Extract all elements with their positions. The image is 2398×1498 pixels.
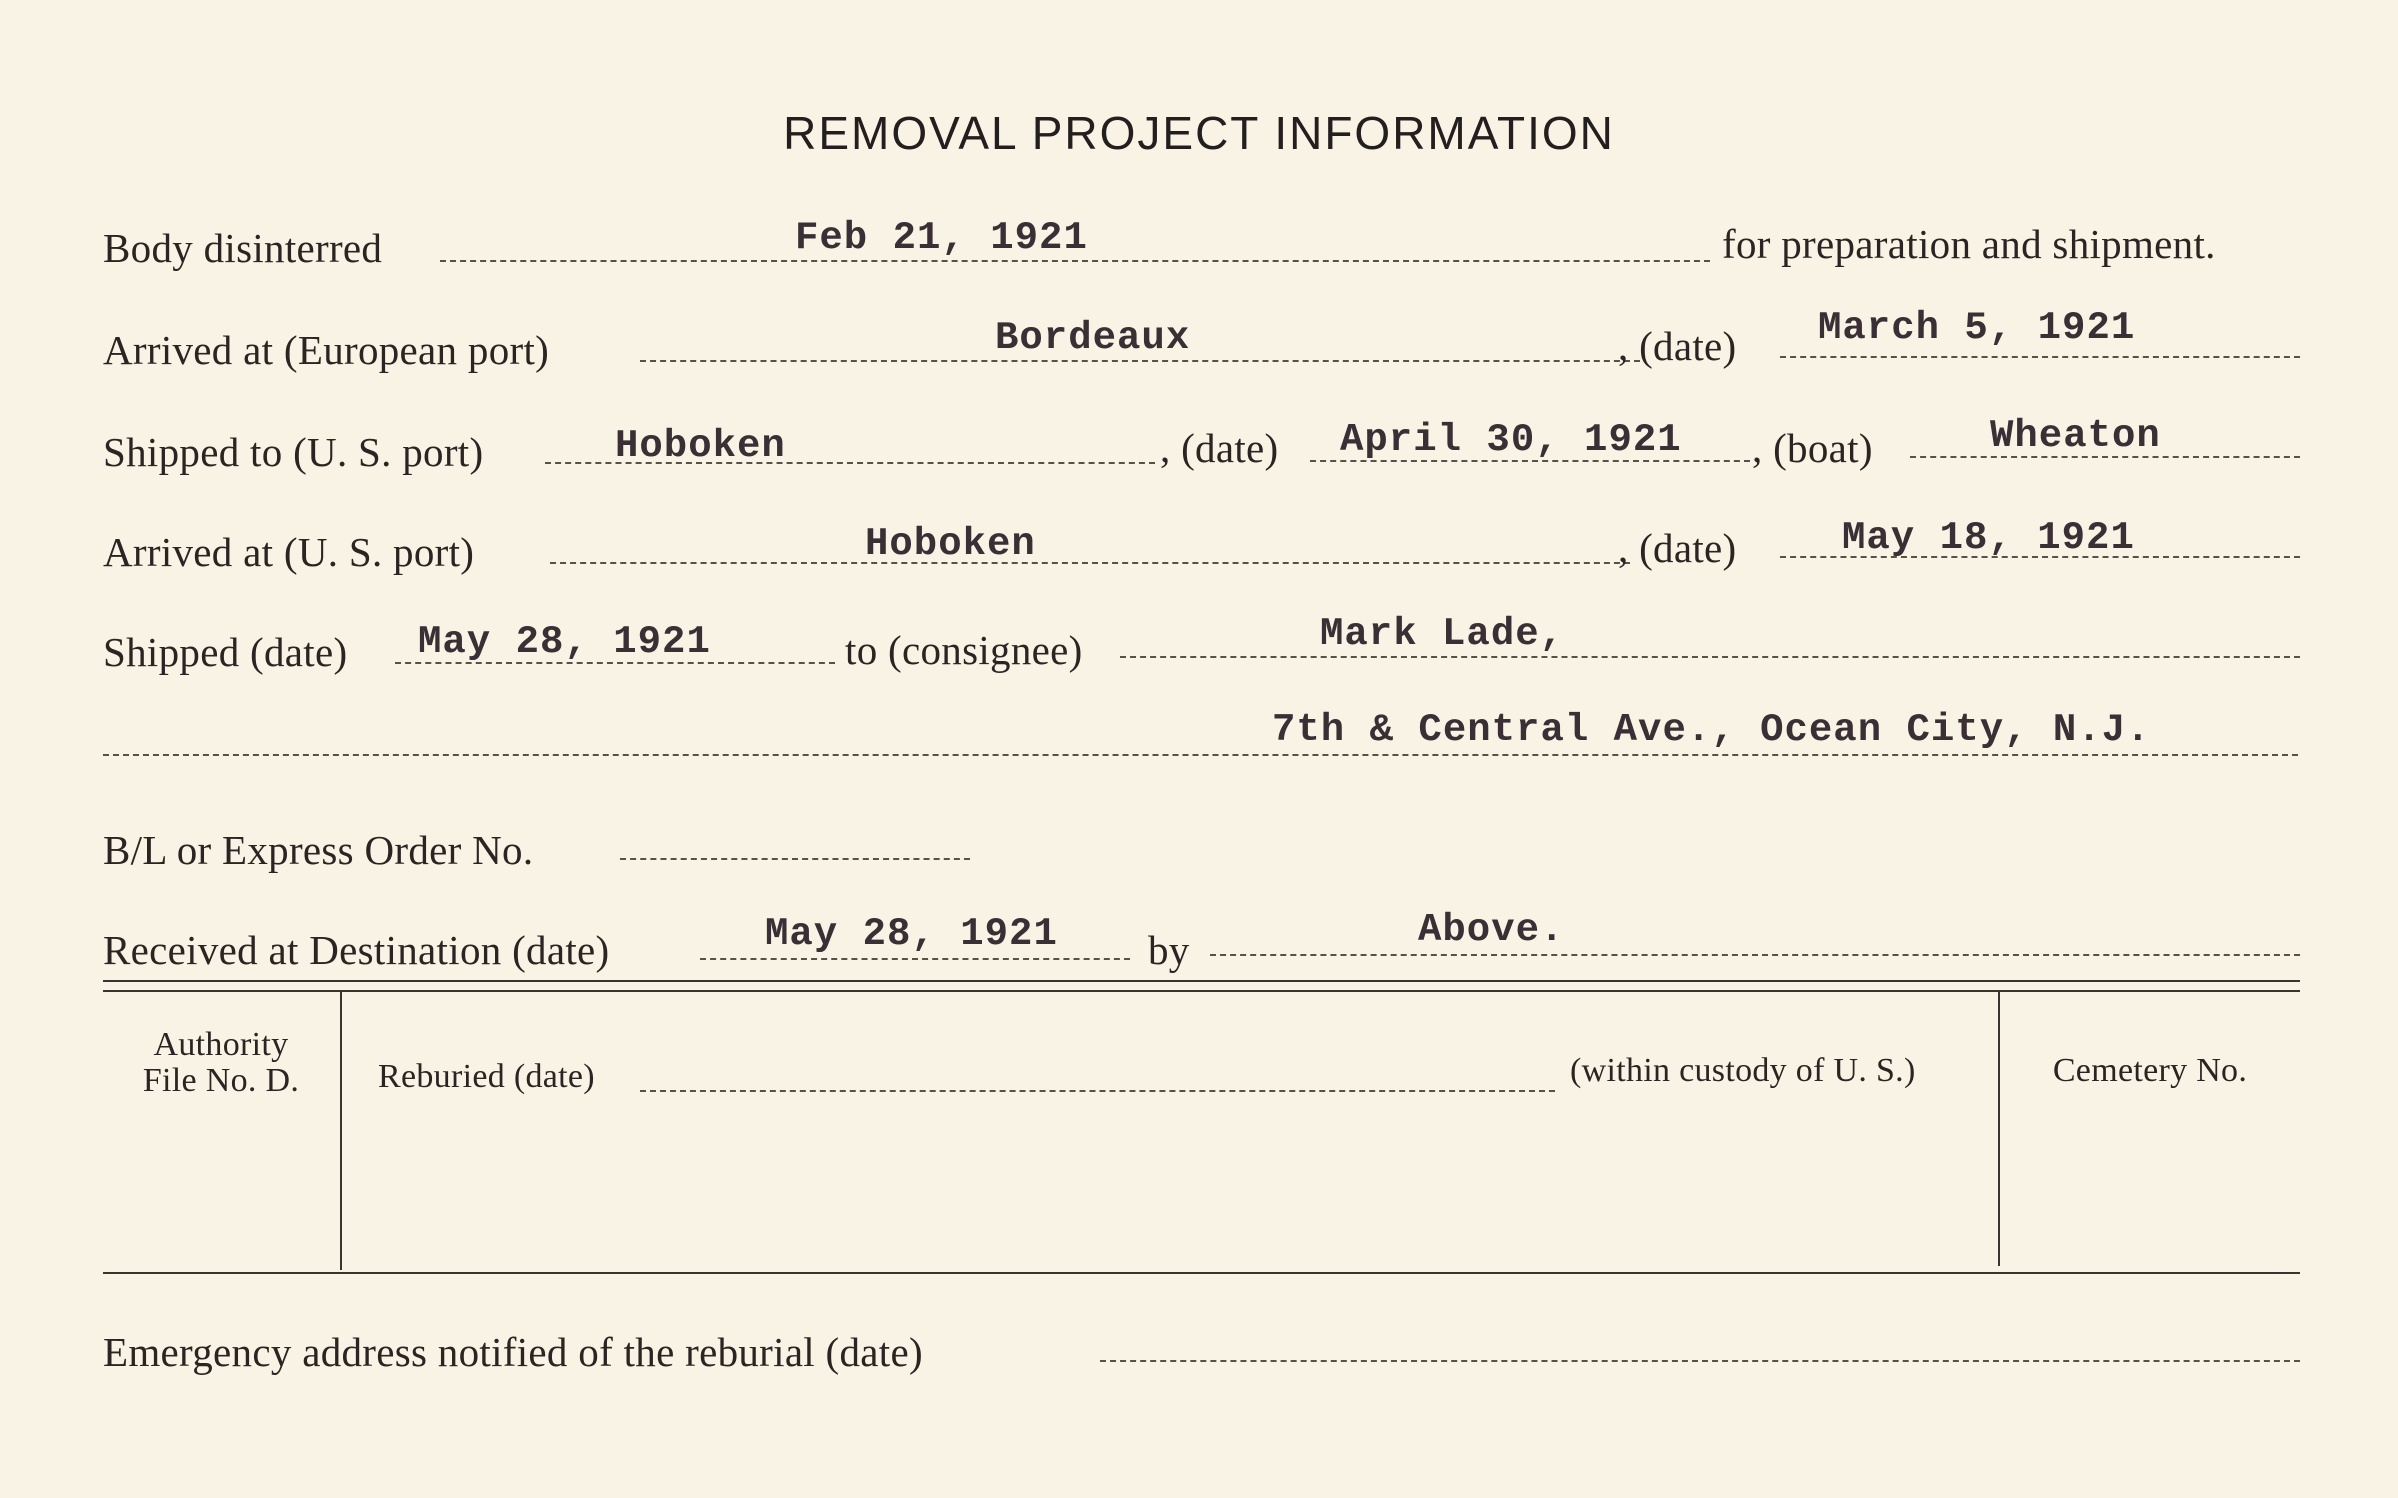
authority-label-line1: Authority: [153, 1026, 289, 1063]
consignee-value: Mark Lade,: [1320, 612, 1565, 656]
boat-value: Wheaton: [1990, 414, 2161, 458]
us-port-arrived-value: Hoboken: [865, 522, 1036, 566]
body-disinterred-value: Feb 21, 1921: [795, 216, 1088, 260]
box-top-rule: [103, 980, 2300, 982]
us-port-shipped-date-value: April 30, 1921: [1340, 418, 1682, 462]
us-port-shipped-label: Shipped to (U. S. port): [103, 429, 484, 475]
reburied-label: Reburied (date): [378, 1058, 595, 1095]
cemetery-label: Cemetery No.: [2052, 1052, 2248, 1089]
express-order-label: B/L or Express Order No.: [103, 827, 534, 873]
body-disinterred-label: Body disinterred: [103, 225, 383, 271]
consignee-line: [1120, 656, 2300, 658]
european-port-value: Bordeaux: [995, 316, 1191, 360]
european-port-date-line: [1780, 356, 2300, 358]
emergency-address-line: [1100, 1360, 2300, 1362]
received-destination-line: [700, 958, 1130, 960]
received-by-label: by: [1148, 927, 1190, 973]
us-port-arrived-line: [550, 562, 1630, 564]
european-port-label: Arrived at (European port): [103, 327, 550, 373]
us-port-arrived-date-label: , (date): [1618, 525, 1737, 571]
us-port-arrived-label: Arrived at (U. S. port): [103, 529, 475, 575]
european-port-date-value: March 5, 1921: [1818, 306, 2136, 350]
consignee-address-line: [103, 754, 2298, 756]
box-divider-right: [1998, 990, 2000, 1266]
express-order-line: [620, 858, 970, 860]
consignee-address-value: 7th & Central Ave., Ocean City, N.J.: [1272, 708, 2151, 752]
shipped-date-value: May 28, 1921: [418, 620, 711, 664]
authority-label-line2: File No. D.: [142, 1062, 300, 1099]
boat-label: , (boat): [1752, 425, 1873, 471]
box-top-rule-inner: [103, 990, 2300, 992]
box-divider-left: [340, 990, 342, 1270]
box-bottom-rule: [103, 1272, 2300, 1274]
european-port-line: [640, 360, 1640, 362]
preparation-shipment-label: for preparation and shipment.: [1722, 221, 2216, 267]
reburied-line: [640, 1090, 1555, 1092]
consignee-label: to (consignee): [845, 627, 1083, 673]
received-destination-value: May 28, 1921: [765, 912, 1058, 956]
shipped-date-label: Shipped (date): [103, 629, 348, 675]
emergency-address-label: Emergency address notified of the reburial (date): [103, 1329, 923, 1375]
us-port-arrived-date-value: May 18, 1921: [1842, 516, 2135, 560]
us-port-shipped-date-label: , (date): [1160, 425, 1279, 471]
received-destination-label: Received at Destination (date): [103, 927, 610, 973]
body-disinterred-line: [440, 260, 1710, 262]
custody-label: (within custody of U. S.): [1570, 1052, 1916, 1089]
received-by-value: Above.: [1418, 908, 1565, 952]
received-by-line: [1210, 954, 2300, 956]
card-title: REMOVAL PROJECT INFORMATION: [783, 107, 1615, 159]
us-port-shipped-value: Hoboken: [615, 424, 786, 468]
european-port-date-label: , (date): [1618, 323, 1737, 369]
